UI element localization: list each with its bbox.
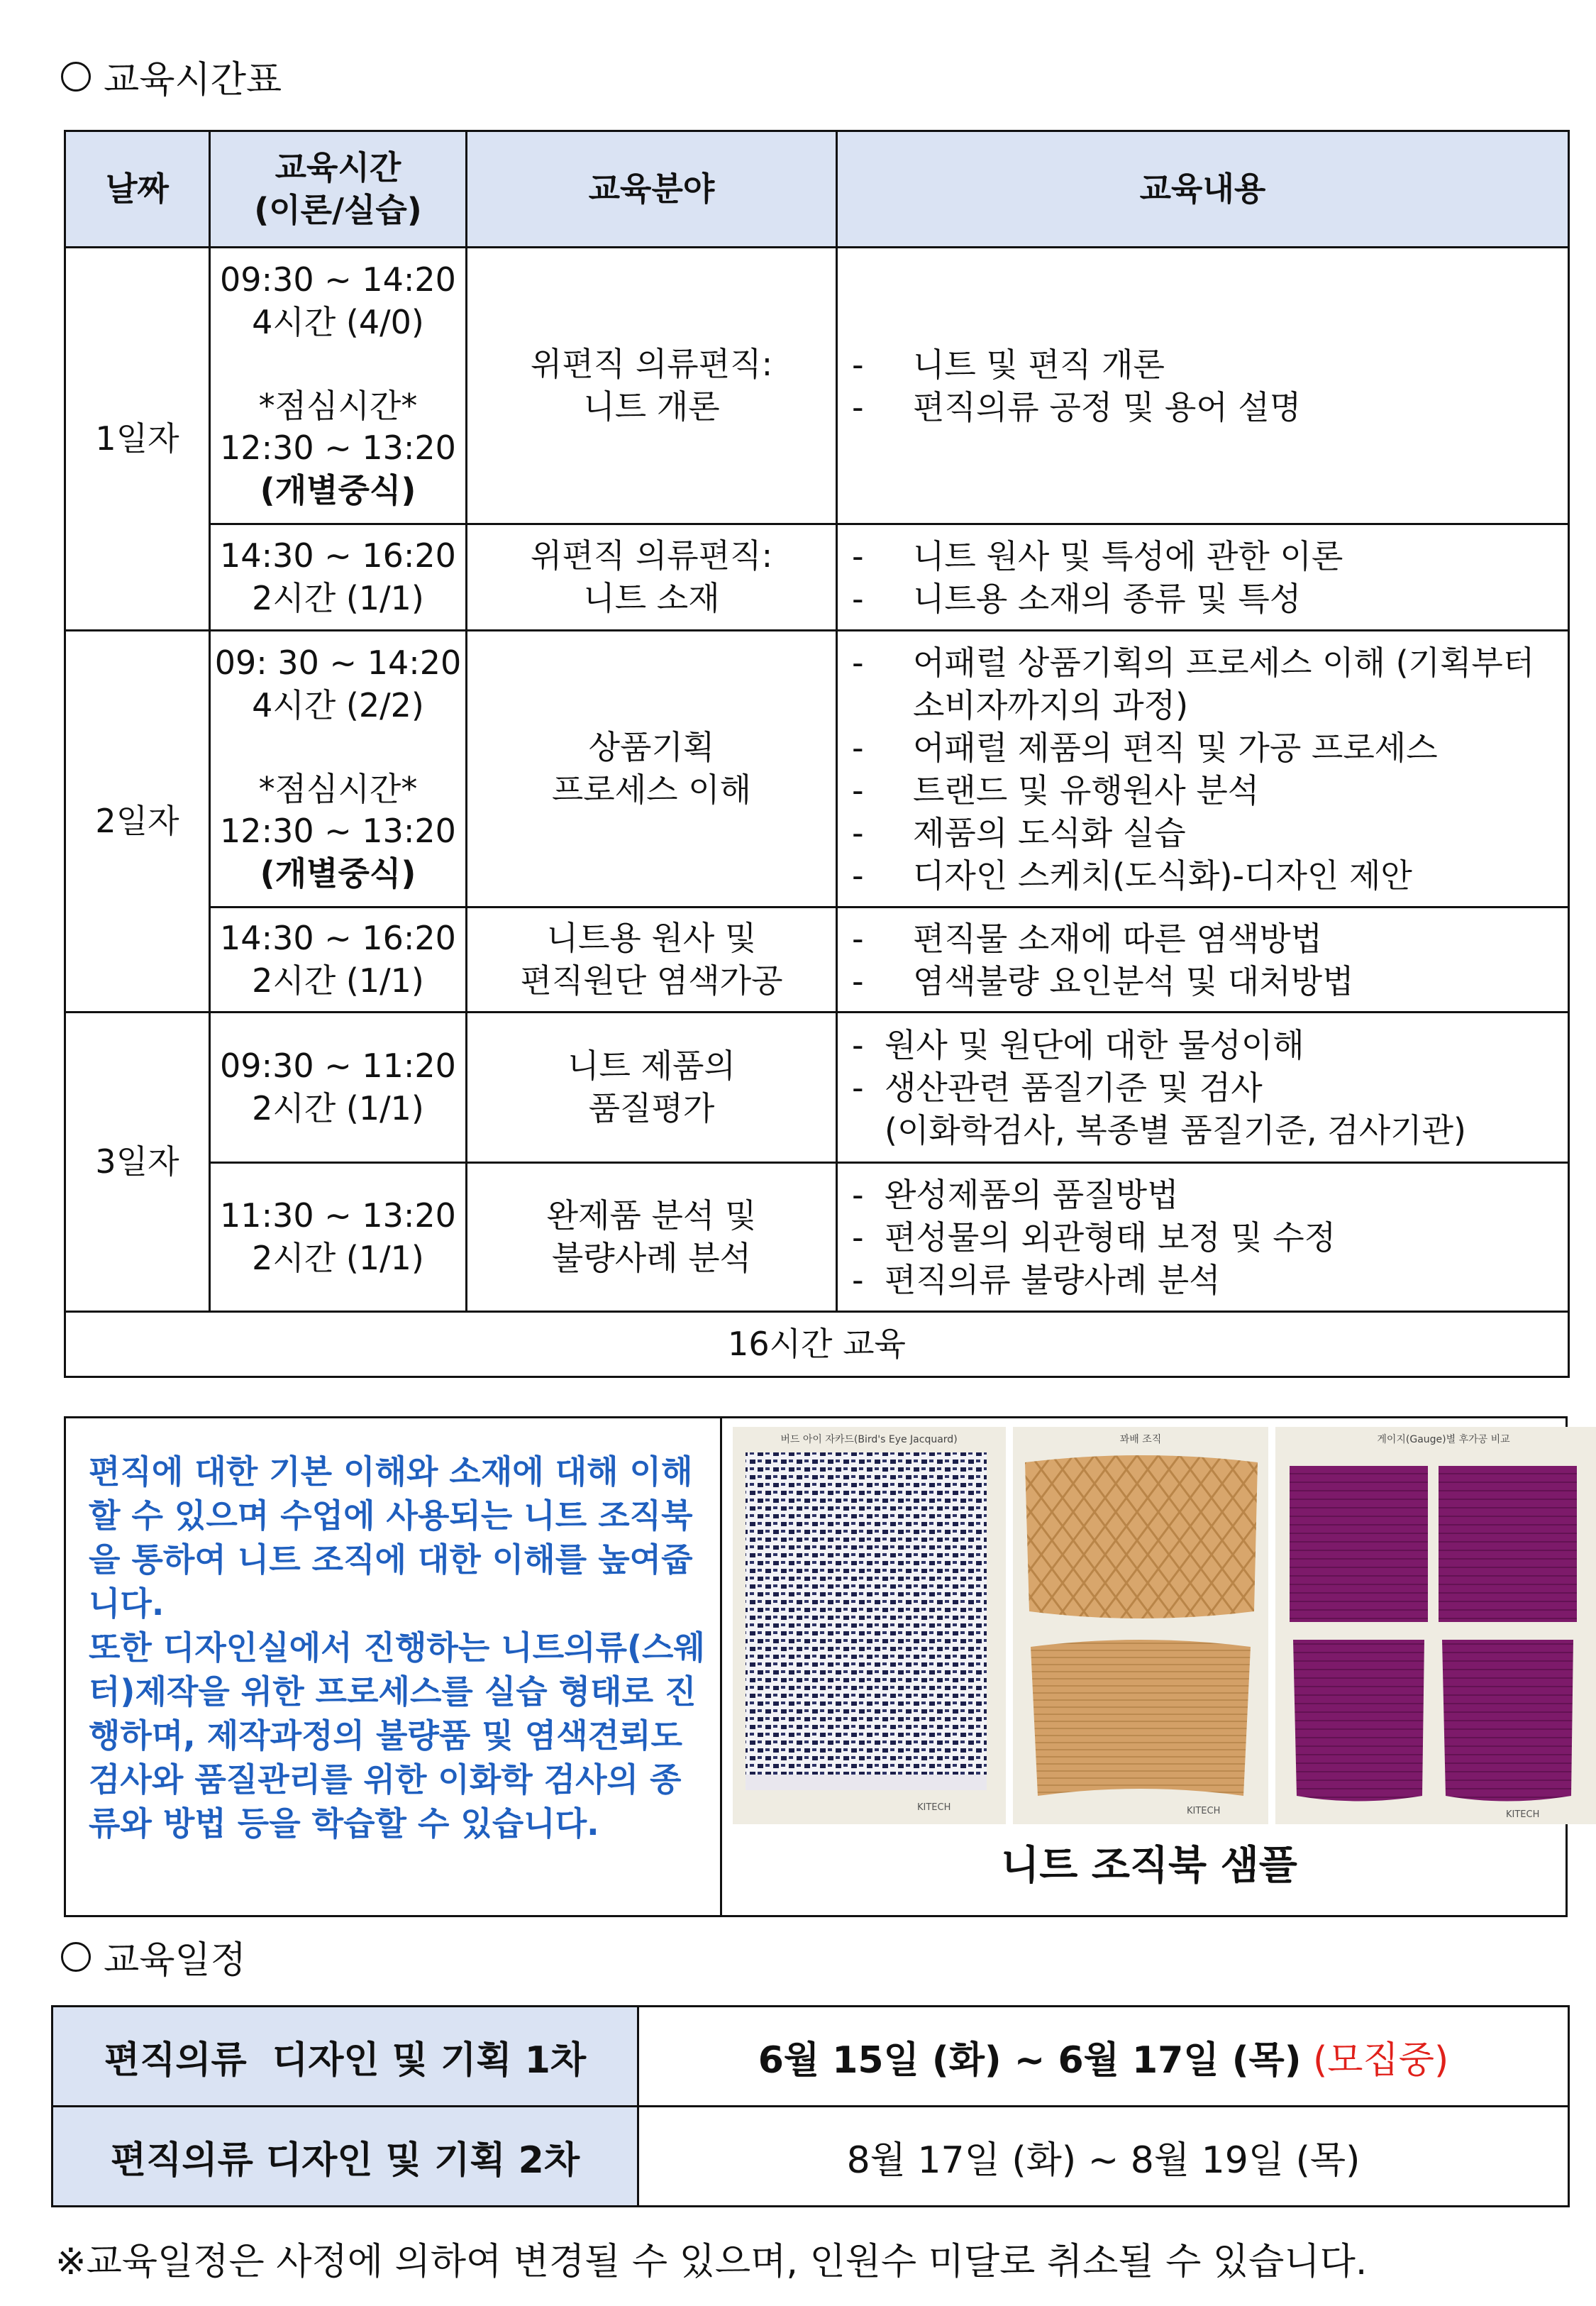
image-caption: 니트 조직북 샘플 (1001, 1843, 1297, 1889)
table-row (65, 1163, 1569, 1312)
gauge-swatch (1439, 1466, 1577, 1622)
table-row (65, 1312, 1569, 1377)
schedule-label: 편직의류 디자인 및 기획 1차 (52, 2007, 638, 2107)
gauge-swatch (1442, 1640, 1573, 1802)
schedule-heading (61, 1930, 246, 1983)
timetable-heading-text: 교육시간표 (104, 59, 282, 101)
session-field: 니트용 원사 및 편직원단 염색가공 (467, 907, 837, 1013)
schedule-label: 편직의류 디자인 및 기획 2차 (52, 2107, 638, 2207)
schedule-table (51, 2005, 1570, 2207)
table-row (65, 524, 1569, 631)
gauge-panel-label: 게이지(Gauge)별 후가공 비교 (1377, 1434, 1510, 1445)
day-label: 3일자 (65, 1013, 210, 1312)
session-time: 14:30 ~ 16:20 2시간 (1/1) (210, 524, 467, 631)
session-field: 니트 제품의 품질평가 (467, 1013, 837, 1163)
knit-sample-image (733, 1427, 1557, 1824)
gauge-panel-logo: KITECH (1506, 1809, 1540, 1820)
header-date: 날짜 (65, 131, 210, 248)
info-divider (720, 1418, 722, 1915)
session-time: 14:30 ~ 16:20 2시간 (1/1) (210, 907, 467, 1013)
jacquard-panel-logo: KITECH (917, 1802, 951, 1813)
jacquard-swatch (746, 1452, 987, 1790)
table-row (65, 631, 1569, 907)
table-row (52, 2007, 1569, 2107)
timetable-heading (61, 50, 282, 103)
session-time: 09:30 ~ 14:20 4시간 (4/0) *점심시간* 12:30 ~ 13:20 (개별중식) (210, 248, 467, 524)
session-content: - 편직물 소재에 따른 염색방법 - 염색불량 요인분석 및 대처방법 (837, 907, 1569, 1013)
session-field: 상품기획 프로세스 이해 (467, 631, 837, 907)
info-box (64, 1416, 1568, 1917)
info-description: 편직에 대한 기본 이해와 소재에 대해 이해할 수 있으며 수업에 사용되는 니트 조직북을 통하여 니트 조직에 대한 이해를 높여줍니다. 또한 디자인실에서 진행하는 니트의류(스웨터)제작을 위한 프로세스를 실습 형태로 진행하며, 제작과정의 불량품 및 염색견뢰도 검사와 품질관리를 위한 이화학 검사의 종류와 방법 등을 학습할 수 있습니다. (89, 1452, 705, 1843)
schedule-dates: 6월 15일 (화) ~ 6월 17일 (목) (모집중) (638, 2007, 1569, 2107)
session-content: - 완성제품의 품질방법 - 편성물의 외관형태 보정 및 수정 - 편직의류 불량사례 분석 (837, 1163, 1569, 1312)
rib-swatch (1031, 1640, 1251, 1796)
session-content: - 원사 및 원단에 대한 물성이해 - 생산관련 품질기준 및 검사 (이화학검사, 복종별 품질기준, 검사기관) (837, 1013, 1569, 1163)
session-time: 09: 30 ~ 14:20 4시간 (2/2) *점심시간* 12:30 ~ 13:20 (개별중식) (210, 631, 467, 907)
session-time: 09:30 ~ 11:20 2시간 (1/1) (210, 1013, 467, 1163)
cable-panel-logo: KITECH (1187, 1806, 1221, 1816)
table-row (65, 1013, 1569, 1163)
schedule-heading-text: 교육일정 (104, 1939, 246, 1982)
recruiting-badge: (모집중) (1313, 2039, 1449, 2082)
header-field: 교육분야 (467, 131, 837, 248)
table-row (52, 2107, 1569, 2207)
session-content: - 니트 원사 및 특성에 관한 이론 - 니트용 소재의 종류 및 특성 (837, 524, 1569, 631)
cable-panel-label: 꽈배 조직 (1119, 1434, 1162, 1445)
footnote: ※교육일정은 사정에 의하여 변경될 수 있으며, 인원수 미달로 취소될 수 있습니다. (55, 2241, 1368, 2283)
session-field: 위편직 의류편직: 니트 소재 (467, 524, 837, 631)
day-label: 2일자 (65, 631, 210, 1013)
header-content: 교육내용 (837, 131, 1569, 248)
total-hours: 16시간 교육 (65, 1312, 1569, 1377)
day-label: 1일자 (65, 248, 210, 631)
session-field: 완제품 분석 및 불량사례 분석 (467, 1163, 837, 1312)
cable-swatch (1025, 1455, 1258, 1618)
jacquard-swatch-hem (746, 1775, 987, 1790)
circle-bullet-icon (61, 1942, 91, 1972)
table-row (65, 907, 1569, 1013)
table-row (65, 248, 1569, 524)
circle-bullet-icon (61, 62, 91, 92)
jacquard-panel-label: 버드 아이 자카드(Bird's Eye Jacquard) (780, 1434, 958, 1445)
gauge-swatch (1293, 1640, 1424, 1802)
schedule-dates: 8월 17일 (화) ~ 8월 19일 (목) (638, 2107, 1569, 2207)
gauge-swatch (1290, 1466, 1428, 1622)
session-content: - 어패럴 상품기획의 프로세스 이해 (기획부터 소비자까지의 과정) - 어패럴 제품의 편직 및 가공 프로세스 - 트랜드 및 유행원사 분석 - 제품의 도식화 실습 - 디자인 스케치(도식화)-디자인 제안 (837, 631, 1569, 907)
header-time: 교육시간 (이론/실습) (210, 131, 467, 248)
session-content: - 니트 및 편직 개론 - 편직의류 공정 및 용어 설명 (837, 248, 1569, 524)
session-time: 11:30 ~ 13:20 2시간 (1/1) (210, 1163, 467, 1312)
session-field: 위편직 의류편직: 니트 개론 (467, 248, 837, 524)
timetable (64, 130, 1570, 1378)
